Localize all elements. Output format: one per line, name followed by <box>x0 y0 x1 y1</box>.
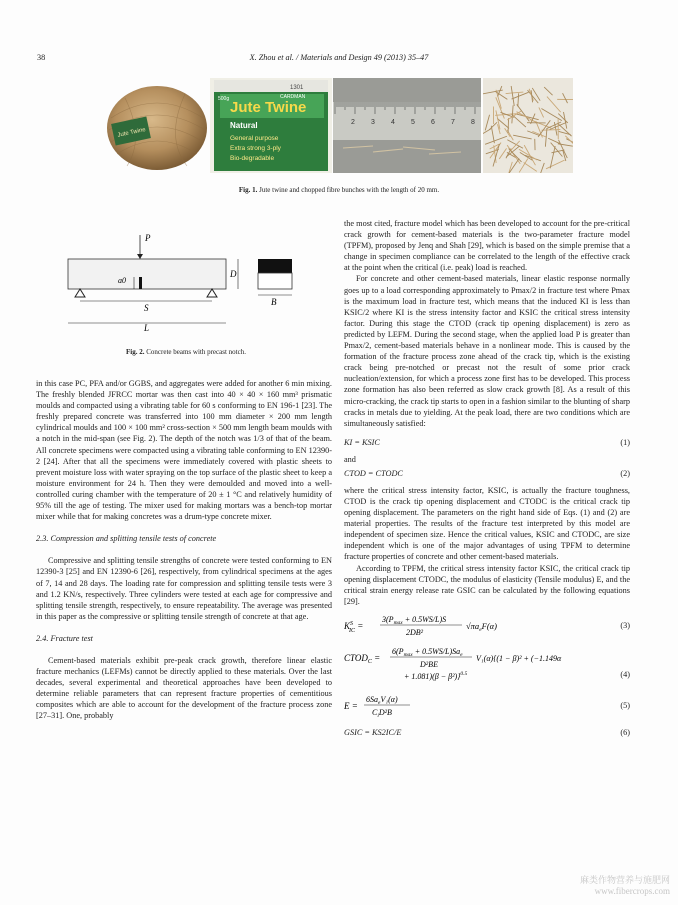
equation-5-formula <box>344 693 464 719</box>
svg-text:+ 1.081)(β − β²)}0.5: + 1.081)(β − β²)}$^{0.5}$ <box>404 670 468 681</box>
fibre-strand <box>485 115 489 131</box>
fibre-strand <box>541 130 560 131</box>
chopped-fibre-bunch-photo <box>483 78 573 173</box>
figure-2-beam-diagram <box>60 225 310 340</box>
equation-1: KI = KSIC (1) <box>344 437 630 447</box>
fibre-strand <box>558 114 568 123</box>
equation-2: CTOD = CTODC (2) <box>344 468 630 478</box>
running-title: X. Zhou et al. / Materials and Design 49 (2013) 35–47 <box>249 53 429 62</box>
equation-5: E = $6Sa_eV_1(\alpha)$ $C_iD^2B$ (5) <box>344 694 630 719</box>
fibre-strand <box>539 163 544 173</box>
fibre-strand <box>507 158 519 173</box>
ruler-number: 5 <box>411 119 415 126</box>
fibre-strand <box>563 93 568 103</box>
svg-text:CTODC =: $CTOD_C$ = <box>344 652 381 665</box>
svg-text:KSIC =: $K^S$ IC = <box>344 620 364 634</box>
svg-text:3(Pmax + 0.5WS/L)S: $3(P_{max} + 0.5WS/L)S$ <box>382 614 447 626</box>
right-paragraph-4: According to TPFM, the critical stress intensity factor KSIC, the critical crack tip opening displacement CTODC, the modulus of elasticity (Tensile modulus) E, and the critical strain energy release rate GSIC can be calculated by the following equations [29]. <box>344 563 630 606</box>
and-text: and <box>344 454 356 464</box>
fibre-strand <box>518 93 519 106</box>
section-heading-2-3: 2.3. Compression and splitting tensile tests of concrete <box>36 534 217 544</box>
fibre-strand <box>512 105 513 123</box>
figure-1 <box>105 78 573 173</box>
svg-text:D²BE: D²BE <box>420 659 438 669</box>
fibre-strand <box>491 126 494 143</box>
fibre-strand <box>483 129 491 140</box>
fibre-strand <box>551 150 564 153</box>
package-line-1: General purpose <box>230 135 279 142</box>
fibre-strand <box>546 160 565 169</box>
label-a0: a0 <box>118 276 126 285</box>
ruler-number: 4 <box>391 119 395 126</box>
fibre-strand <box>547 97 561 113</box>
fibre-strand <box>511 86 514 106</box>
ruler-number: 8 <box>471 119 475 126</box>
svg-text:6SaeV₁(α): $6Sa_eV_1(\alpha)$ <box>366 694 398 706</box>
package-weight: 500g <box>218 96 230 102</box>
equation-3-formula <box>344 613 544 639</box>
figure-2-caption: Fig. 2. Concrete beams with precast notch. <box>126 348 246 356</box>
svg-text:6(Pmax + 0.5WS/L)Sae: $6(P_{max} + 0.5WS/L)Sa_e$ <box>392 646 463 658</box>
notch <box>139 277 142 289</box>
section-top <box>258 259 292 273</box>
fibre-strand <box>544 87 552 95</box>
fibre-strand <box>532 88 540 101</box>
package-line-2: Extra strong 3-ply <box>230 145 281 152</box>
label-D: D <box>230 269 237 279</box>
package-line-3: Bio-degradable <box>230 155 275 162</box>
fibre-strand <box>505 128 511 137</box>
right-paragraph-1: the most cited, fracture model which has been developed to account for the pre-critical crack growth for cement-based materials is the two-parameter fracture model (TPFM), proposed by Jenq and Shah [29], which is based on the simple premise that a change in specimen compliance can be correlated to the length of the effective crack at the point when the critical (i.e. peak) load is reached. <box>344 219 630 273</box>
label-P: P <box>145 233 151 243</box>
beam <box>68 259 226 289</box>
right-paragraph-2: For concrete and other cement-based materials, linear elastic response normally goes up to a load corresponding approximately to Pmax/2 in fracture test where Pmax is the maximum load in fracture test, which means that the induced KI is less than KSIC/2 where KI is the stress intensity factor and KSIC the critical stress intensity factor. During this stage the CTOD (crack tip opening displacement) is zero as predicted by LEFM. During the second stage, when the applied load P is greater than Pmax/2, cement-based materials behave in a nonlinear mode. This is caused by the formation of the fracture process zone ahead of the crack tip, which is the existing crack being pre-notched or precast not the result of some prior crack nucleation/extension, for which a process zone first has to be developed. This process zone formation has also been referred as slow crack growth [8]. As a result of this micro-cracking, the crack tip starts to open in a fashion similar to the blunting of sharp cracks in metals due to yielding. At the peak load, there are two conditions which are simultaneously satisfied: <box>344 274 630 428</box>
right-paragraph-3: where the critical stress intensity factor, KSIC, is actually the fracture toughness, CTOD is the crack tip opening displacement and CTODC is the critical crack tip opening displacement. The parameters on the right hand side of Eqs. (1) and (2) are material properties. The results of the fracture test interpreted by this model are independent of specimen size. Hence the critical values, KSIC and CTODC, are size independent which is one of the major advantages of using TPFM to determine fracture properties of concrete and other cement-based materials. <box>344 485 630 562</box>
svg-text:Jute Twine: Jute Twine <box>117 126 147 139</box>
label-L: L <box>144 323 150 333</box>
page-number: 38 <box>37 53 46 62</box>
package-brand: Jute Twine <box>230 99 307 116</box>
equation-3: $K^S$ IC = $3(P_{max} + 0.5WS/L)S$ 2DB² $√\pi a_eF(\alpha)$ (3) <box>344 614 630 637</box>
ruler-number: 3 <box>371 119 375 126</box>
left-paragraph-2: Compressive and splitting tensile strengths of concrete were tested conforming to EN 12390-3 [25] and EN 12390-6 [26], respectively, from cylindrical specimens at the ages of 7, 14 and 28 days. The loading rate for compression and splitting tensile tests were 3 and 1.2 KN/s, respectively. Three cylinders were tested at each age for compressive and splitting tensile strength, respectively, to ensure repeatability. The average was presented in this paper as the compressive or splitting tensile strength of concrete at that age. <box>36 556 332 621</box>
left-paragraph-3: Cement-based materials exhibit pre-peak crack growth, therefore linear elastic fracture mechanics (LEFMs) cannot be directly applied to these materials. Over the last decades, several experimental and theoretical approaches have been developed to determine reliable parameters that can represent fracture properties of cementitious composites which are able to account for the development of the fracture process zone [27–31]. One, probably <box>36 655 332 721</box>
fibre-strand <box>509 149 522 162</box>
jute-twine-package-photo <box>210 78 332 173</box>
svg-text:2DB²: 2DB² <box>406 627 424 637</box>
section-heading-2-4: 2.4. Fracture test <box>36 633 93 643</box>
label-B: B <box>271 297 277 307</box>
ruler-number: 7 <box>451 119 455 126</box>
fibre-strand <box>558 140 567 158</box>
fibre-strand <box>506 92 524 94</box>
section-bottom <box>258 273 292 289</box>
fibre-strand <box>507 140 523 148</box>
fibre-strand <box>545 128 547 146</box>
svg-text:E =: E = <box>344 700 358 711</box>
svg-text:CiD²B: $C_iD^2B$ <box>372 707 392 719</box>
fibre-strand <box>528 90 539 103</box>
ruler-fibres-photo <box>333 78 481 173</box>
equation-4-formula <box>344 645 614 685</box>
left-column <box>36 378 332 722</box>
svg-text:V₁(α){(1 − β)² + (−1.149α: V₁(α){(1 − β)² + (−1.149α <box>476 653 562 663</box>
svg-text:√πaeF(α): $√\pi a_eF(\alpha)$ <box>466 620 497 633</box>
package-code: 1301 <box>290 85 304 91</box>
ruler-number: 6 <box>431 119 435 126</box>
left-paragraph-1: in this case PC, PFA and/or GGBS, and aggregates were added for another 6 min mixing. The freshly blended JFRCC mortar was then cast into 40 × 40 × 160 mm³ prismatic moulds and compacted using a vibrating table for 60 s conforming to EN 196-1 [23]. The freshly prepared concrete was transferred into 100 mm diameter × 200 mm length cylindrical moulds and 100 × 100 mm² cross-section × 500 mm length beam moulds with a notch in the mid-span (see Fig. 2). The depth of the notch was 1/3 of that of the beam. All concrete specimens were compacted using a vibrating table conforming to EN 12390-2 [24]. After that all the specimens were immediately covered with plastic sheets to prevent moisture loss with water spraying on the top surface of the plastic sheet to keep a moisture environment for 24 h. Then they were demoulded and moved into a well-controlled curing chamber with the temperature of 20 ± 1 °C and relatively humidity of 95% till the age of testing. The mixer used for making mortars was a bench-top mortar mixer while that for making concretes was a drum-type concrete mixer. <box>36 379 332 522</box>
equation-4: $CTOD_C$ = $6(P_{max} + 0.5WS/L)Sa_e$ D²BE V₁(α){(1 − β)² + (−1.149α + 1.081)(β − β²)}$^{0.5}$ (4) <box>344 645 630 685</box>
fibre-strand <box>485 136 507 144</box>
label-S: S <box>144 303 149 313</box>
package-sub: Natural <box>230 121 258 130</box>
watermark: 麻类作物营养与施肥网 www.fibercrops.com <box>579 875 670 896</box>
right-column <box>344 218 630 744</box>
equation-6: GSIC = KS2IC/E (6) <box>344 727 630 737</box>
fibre-strand <box>513 135 531 139</box>
fibre-strand <box>489 122 497 130</box>
jute-twine-ball-photo <box>105 78 209 173</box>
fibre-strand <box>512 92 529 99</box>
package-maker: CARDMAN <box>280 94 306 100</box>
figure-1-caption: Fig. 1. Jute twine and chopped fibre bunches with the length of 20 mm. <box>238 186 440 194</box>
fibre-strand <box>499 148 506 159</box>
fibre-strand <box>519 149 537 160</box>
ruler-number: 2 <box>351 119 355 126</box>
